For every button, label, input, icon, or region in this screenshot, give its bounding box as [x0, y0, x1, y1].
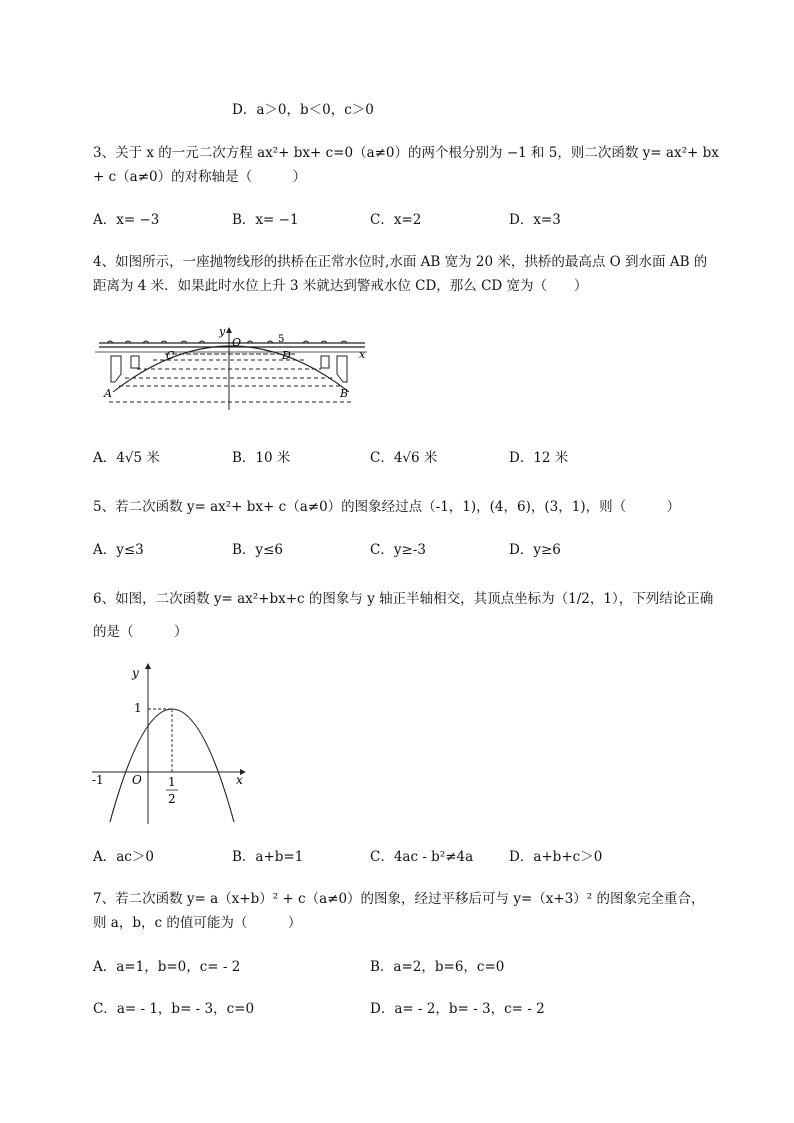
q4-option-d: D．12 米 [509, 450, 569, 466]
q6-option-c: C．4ac - b²≠4a [370, 849, 474, 865]
q6-stem-line-2: 的是（ ） [93, 624, 188, 640]
label-d: D [282, 349, 291, 362]
label-one: 1 [134, 701, 142, 715]
label-b: B [340, 387, 349, 400]
label-x: x [359, 348, 366, 361]
q5-option-a: A．y≤3 [93, 542, 144, 558]
q6-option-a: A．ac＞0 [93, 849, 154, 865]
q6-option-b: B．a+b=1 [232, 849, 304, 865]
q6-stem-line-1: 6、如图，二次函数 y= ax²+bx+c 的图象与 y 轴正半轴相交，其顶点坐标为（1/2，1），下列结论正确 [93, 591, 714, 607]
label-o: O [232, 336, 242, 349]
q4-option-c: C．4√6 米 [370, 450, 438, 466]
label-half-denominator: 2 [168, 792, 176, 806]
q7-option-b: B．a=2，b=6，c=0 [370, 959, 505, 975]
label-origin: O [132, 773, 142, 787]
q4-stem-line-1: 4、如图所示，一座抛物线形的拱桥在正常水位时,水面 AB 宽为 20 米，拱桥的最高点 O 到水面 AB 的 [93, 254, 708, 270]
q4-stem-line-2: 距离为 4 米．如果此时水位上升 3 米就达到警戒水位 CD，那么 CD 宽为（ ） [93, 278, 588, 294]
label-y: y [219, 325, 226, 338]
q3-option-b: B．x= −1 [232, 212, 299, 228]
label-a: A [104, 387, 112, 400]
label-c: C [166, 349, 175, 362]
q6-option-d: D．a+b+c＞0 [509, 849, 603, 865]
q4-option-b: B．10 米 [232, 450, 291, 466]
q3-option-d: D．x=3 [509, 212, 561, 228]
label-y: y [132, 666, 139, 680]
q5-option-b: B．y≤6 [232, 542, 283, 558]
q7-option-d: D．a= - 2，b= - 3，c= - 2 [370, 1001, 545, 1017]
label-x: x [236, 773, 243, 787]
q5-stem-line-1: 5、若二次函数 y= ax²+ bx+ c（a≠0）的图象经过点（-1，1)，(4，6)，(3，1)，则（ ） [93, 499, 681, 515]
parabola-figure [88, 660, 248, 826]
q5-option-c: C．y≥-3 [370, 542, 426, 558]
q5-option-d: D．y≥6 [509, 542, 561, 558]
y-axis-arrow [145, 663, 151, 669]
q7-stem-line-1: 7、若二次函数 y= a（x+b）² + c（a≠0）的图象，经过平移后可与 y=（x+3）² 的图象完全重合， [93, 891, 705, 907]
q4-option-a: A．4√5 米 [93, 450, 160, 466]
q3-stem-line-2: + c（a≠0）的对称轴是（ ） [93, 169, 307, 185]
label-half-numerator: 1 [168, 775, 176, 789]
q7-option-a: A．a=1，b=0，c= - 2 [93, 959, 241, 975]
bridge-figure [95, 324, 375, 412]
label-sign: 5 [278, 334, 285, 345]
water-lines [109, 360, 351, 402]
label-neg1: -1 [92, 773, 104, 787]
y-axis-arrow [226, 327, 232, 333]
q3-stem-line-1: 3、关于 x 的一元二次方程 ax²+ bx+ c=0（a≠0）的两个根分别为 −1 和 5，则二次函数 y= ax²+ bx [93, 145, 719, 161]
q7-stem-line-2: 则 a，b，c 的值可能为（ ） [93, 915, 302, 931]
q3-option-c: C．x=2 [370, 212, 422, 228]
q3-option-a: A．x= −3 [93, 212, 160, 228]
q2-option-d: D．a＞0，b＜0，c＞0 [232, 102, 374, 118]
q7-option-c: C．a= - 1，b= - 3，c=0 [93, 1001, 255, 1017]
